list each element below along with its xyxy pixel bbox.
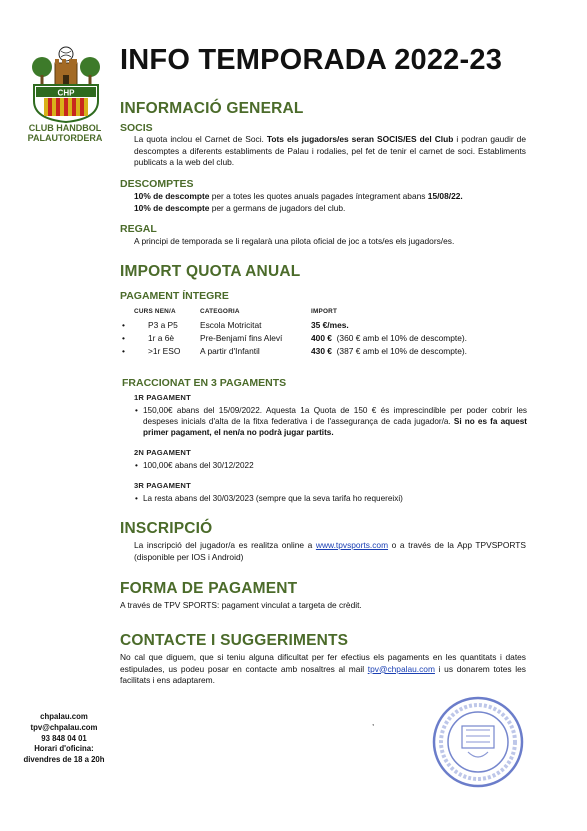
- club-stamp: [432, 696, 524, 788]
- inscripcio-heading: INSCRIPCIÓ: [120, 520, 213, 537]
- table-row: • >1r ESO A partir d'Infantil 430 € (387 € amb el 10% de descompte).: [122, 346, 467, 356]
- contacte-text: No cal que diguem, que si teniu alguna dificultat per fer efectius els pagaments en les quantitats i dates estipulades, us podeu posar en contacte amb nosaltres al mail tpv@chpalau.com i us donarem totes les facilitats i ens adaptarem.: [120, 652, 526, 686]
- socis-text: La quota inclou el Carnet de Soci. Tots els jugadors/es seran SOCIS/ES del Club i podran gaudir de descomptes a diferents establiments de Palau i rodalies, pel fet de tenir el carnet de soci. Establiments publicats a la web del club.: [134, 134, 526, 168]
- sidebar-hours: divendres de 18 a 20h: [23, 755, 105, 765]
- table-row: • 1r a 6è Pre-Benjamí fins Aleví 400 € (360 € amb el 10% de descompte).: [122, 333, 467, 343]
- descomptes-text: 10% de descompte per a totes les quotes anuals pagades íntegrament abans 15/08/22. 10% de descompte per a germans de jugadors del club.: [134, 191, 463, 213]
- pagament1-heading: 1R PAGAMENT: [134, 393, 191, 402]
- descomptes-heading: DESCOMPTES: [120, 178, 194, 190]
- col-categoria: CATEGORIA: [200, 308, 240, 315]
- regal-text: A principi de temporada se li regalarà una pilota oficial de joc a tots/es els jugadors/es.: [134, 236, 455, 246]
- sidebar-email[interactable]: tpv@chpalau.com: [30, 722, 98, 732]
- quota-table: [0, 319, 587, 358]
- club-crest-icon: [28, 45, 104, 123]
- regal-heading: REGAL: [120, 223, 157, 235]
- forma-text: A través de TPV SPORTS: pagament vinculat a targeta de crèdit.: [120, 600, 362, 610]
- forma-heading: FORMA DE PAGAMENT: [120, 580, 298, 597]
- integre-heading: PAGAMENT ÍNTEGRE: [120, 290, 229, 302]
- inscripcio-text: La inscripció del jugador/a es realitza online a www.tpvsports.com o a través de la App TPVSPORTS (disponible per IOS i Android): [134, 540, 526, 562]
- socis-heading: SOCIS: [120, 122, 153, 134]
- pagament1-text: • 150,00€ abans del 15/09/2022. Aquesta 1a Quota de 150 € és imprescindible per poder cobrir les despeses inicials d'alta de la fitxa federativa i de l'assegurança de cada jugador/a. Si no es fa aquest primer pagament, el nen/a no podrà jugar partits.: [135, 406, 527, 437]
- tpvsports-link[interactable]: www.tpvsports.com: [315, 540, 389, 550]
- col-import: IMPORT: [311, 308, 338, 315]
- general-heading: INFORMACIÓ GENERAL: [120, 100, 304, 117]
- sidebar-contact: [14, 712, 114, 766]
- stamp-seal-icon: [432, 696, 524, 788]
- contacte-heading: CONTACTE I SUGGERIMENTS: [120, 632, 349, 649]
- svg-text:CHP: CHP: [57, 88, 75, 98]
- pagament2-text: • 100,00€ abans del 30/12/2022: [135, 461, 254, 470]
- sidebar-phone: 93 848 04 01: [41, 733, 87, 743]
- sidebar-hours-label: Horari d'oficina:: [34, 744, 94, 754]
- quota-heading: IMPORT QUOTA ANUAL: [120, 263, 301, 280]
- contact-email-link[interactable]: tpv@chpalau.com: [367, 663, 435, 674]
- fraccionat-heading: FRACCIONAT EN 3 PAGAMENTS: [122, 377, 287, 389]
- pagament3-text: • La resta abans del 30/03/2023 (sempre que la seva tarifa ho requereixi): [135, 494, 403, 503]
- col-curs: CURS NEN/A: [134, 308, 176, 315]
- stray-mark: ,: [372, 718, 375, 727]
- pagament3-heading: 3R PAGAMENT: [134, 481, 191, 490]
- table-row: • P3 a P5 Escola Motricitat 35 €/mes.: [122, 320, 349, 330]
- pagament2-heading: 2N PAGAMENT: [134, 448, 191, 457]
- club-logo: [28, 45, 104, 128]
- sidebar-web[interactable]: chpalau.com: [40, 712, 88, 721]
- page-title: INFO TEMPORADA 2022-23: [120, 44, 503, 76]
- club-name: CLUB HANDBOL PALAUTORDERA: [27, 123, 103, 143]
